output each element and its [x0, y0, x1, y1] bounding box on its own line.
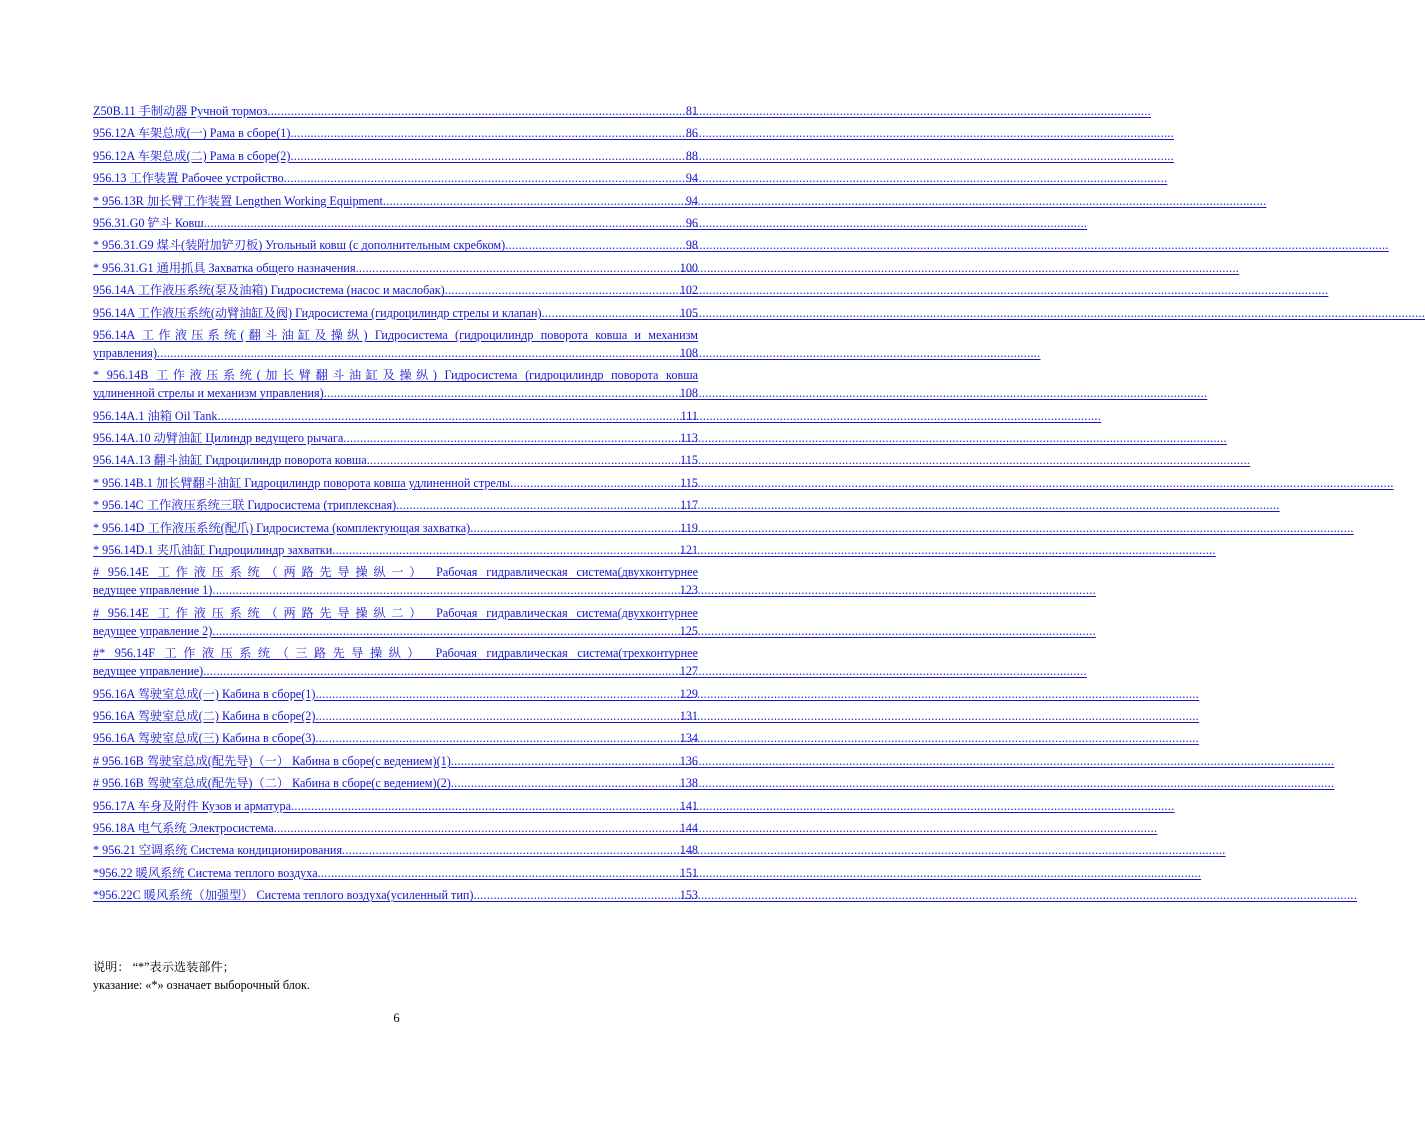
dot-leader [315, 729, 678, 747]
toc-entry-956-13r[interactable] [93, 192, 698, 210]
dot-leader [212, 622, 678, 640]
page-number: 6 [393, 1011, 400, 1025]
dot-leader [367, 451, 679, 469]
dot-leader [342, 841, 679, 859]
toc-entry-page: 127 [679, 664, 698, 679]
toc-entry-page: 96 [685, 215, 698, 230]
toc-entry-956-14e-1[interactable] [93, 563, 698, 599]
dot-leader [396, 496, 679, 514]
toc-entry-title: 956.16A 驾驶室总成(二) Кабина в сборе(2) [93, 708, 316, 723]
toc-entry-956-14a-bucket[interactable] [93, 326, 698, 362]
dot-leader [284, 169, 685, 187]
toc-entry-page: 125 [679, 623, 698, 638]
toc-entry-page: 100 [679, 260, 698, 275]
toc-entry-956-14a-pump[interactable] [93, 281, 698, 299]
toc-entry-title: 956.14A.13 翻斗油缸 Гидроцилиндр поворота ковша [93, 453, 367, 468]
toc-entry-page: 138 [679, 776, 698, 791]
toc-entry-title: 956.12A 车架总成(二) Рама в сборе(2) [93, 148, 291, 163]
toc-entry-title: 956.18A 电气系统 Электросистема [93, 820, 274, 835]
dot-leader [204, 214, 685, 232]
toc-entry-956-16b-2[interactable] [93, 774, 698, 792]
toc-entry-title: * 956.14D 工作液压系统(配爪) Гидросистема (комплектующая захватка) [93, 520, 471, 535]
toc-entry-page: 117 [680, 498, 698, 513]
dot-leader [290, 147, 684, 165]
dot-leader [451, 752, 679, 770]
toc-entry-title: *956.22C 暖风系统（加强型） Система теплого воздуха(усиленный тип) [93, 888, 474, 903]
toc-entry-z50b-11[interactable] [93, 102, 698, 120]
toc-entry-title: *956.22 暖风系统 Система теплого воздуха [93, 865, 318, 880]
dot-leader [157, 344, 679, 362]
toc-entry-title: * 956.21 空调系统 Система кондиционирования [93, 843, 343, 858]
toc-entry-title: 956.17A 车身及附件 Кузов и арматура [93, 798, 291, 813]
dot-leader [445, 281, 679, 299]
toc-entry-title: 956.14A 工作液压系统(泵及油箱) Гидросистема (насос и маслобак) [93, 283, 445, 298]
toc-entry-page: 119 [680, 520, 698, 535]
dot-leader [451, 774, 679, 792]
toc-entry-956-17a[interactable] [93, 797, 698, 815]
toc-entry-page: 115 [680, 475, 698, 490]
toc-entry-956-14a-boom[interactable] [93, 304, 698, 322]
dot-leader [267, 102, 684, 120]
toc-entry-title-line2: удлиненной стрелы и механизм управления) [93, 386, 324, 401]
toc-entry-956-12a-1[interactable] [93, 124, 698, 142]
toc-entry-956-14a-10[interactable] [93, 429, 698, 447]
toc-entry-title: * 956.31.G9 煤斗(装附加铲刃板) Угольный ковш (с дополнительным скребком) [93, 238, 506, 253]
toc-entry-title-line1: # 956.14E 工作液压系统（两路先导操纵二） Рабочая гидравлическая система(двухконтурнее [93, 605, 698, 620]
toc-entry-956-16a-1[interactable] [93, 685, 698, 703]
toc-entry-page: 111 [680, 408, 698, 423]
dot-leader [274, 819, 679, 837]
toc-entry-956-12a-2[interactable] [93, 147, 698, 165]
toc-entry-title: 956.14A.1 油箱 Oil Tank [93, 408, 218, 423]
toc-entry-956-14d[interactable] [93, 519, 698, 537]
toc-entry-title-line2: ведущее управление 1) [93, 583, 213, 598]
toc-entry-956-22c[interactable] [93, 886, 698, 904]
dot-leader [290, 124, 684, 142]
toc-entry-956-16b-1[interactable] [93, 752, 698, 770]
toc-entry-page: 131 [679, 708, 698, 723]
toc-entry-956-18a[interactable] [93, 819, 698, 837]
note-russian: указание: «*» означает выборочный блок. [93, 978, 310, 992]
toc-entry-title: 956.31.G0 铲斗 Ковш [93, 215, 204, 230]
toc-entry-956-14b[interactable] [93, 366, 698, 402]
legend-note [93, 958, 310, 994]
toc-entry-956-14c[interactable] [93, 496, 698, 514]
dot-leader [315, 707, 678, 725]
toc-entry-title-line1: * 956.14B 工作液压系统(加长臂翻斗油缸及操纵) Гидросистема (гидроцилиндр поворота ковша [93, 368, 698, 383]
toc-entry-page: 136 [679, 753, 698, 768]
toc-entry-title: # 956.16B 驾驶室总成(配先导)（一） Кабина в сборе(с ведением)(1) [93, 753, 451, 768]
toc-entry-title: # 956.16B 驾驶室总成(配先导)（二） Кабина в сборе(с ведением)(2) [93, 776, 451, 791]
dot-leader [332, 541, 678, 559]
toc-entry-page: 98 [685, 238, 698, 253]
toc-entry-956-31-g0[interactable] [93, 214, 698, 232]
toc-entry-page: 144 [679, 820, 698, 835]
toc-entry-title: 956.14A.10 动臂油缸 Цилиндр ведущего рычага [93, 431, 344, 446]
toc-entry-page: 151 [679, 865, 698, 880]
toc-entry-956-16a-2[interactable] [93, 707, 698, 725]
dot-leader [318, 864, 679, 882]
toc-entry-page: 102 [679, 283, 698, 298]
toc-entry-title-line2: ведущее управление 2) [93, 623, 213, 638]
toc-entry-title: * 956.14B.1 加长臂翻斗油缸 Гидроцилиндр поворота ковша удлиненной стрелы [93, 475, 511, 490]
toc-entry-page: 123 [679, 583, 698, 598]
toc-entry-956-14b-1[interactable] [93, 474, 698, 492]
dot-leader [542, 304, 679, 322]
toc-entry-page: 86 [685, 126, 698, 141]
toc-entry-page: 108 [679, 345, 698, 360]
dot-leader [356, 259, 679, 277]
toc-entry-title: * 956.13R 加长臂工作装置 Lengthen Working Equipment [93, 193, 383, 208]
toc-entry-956-14f[interactable] [93, 644, 698, 680]
dot-leader [473, 886, 678, 904]
dot-leader [218, 407, 680, 425]
toc-entry-956-21[interactable] [93, 841, 698, 859]
dot-leader [315, 685, 678, 703]
toc-entry-956-14d-1[interactable] [93, 541, 698, 559]
dot-leader [324, 384, 679, 402]
note-chinese: 说明： “*”表示选装部件； [93, 960, 235, 974]
toc-entry-page: 105 [679, 305, 698, 320]
toc-entry-956-22[interactable] [93, 864, 698, 882]
table-of-contents [93, 102, 698, 909]
toc-entry-title-line1: #* 956.14F 工作液压系统（三路先导操纵） Рабочая гидравлическая система(трехконтурнее [93, 646, 698, 661]
dot-leader [291, 797, 679, 815]
toc-entry-page: 121 [679, 543, 698, 558]
toc-entry-page: 153 [679, 888, 698, 903]
toc-entry-title: 956.16A 驾驶室总成(一) Кабина в сборе(1) [93, 686, 316, 701]
toc-entry-title: * 956.14C 工作液压系统三联 Гидросистема (триплексная) [93, 498, 397, 513]
toc-entry-title: 956.14A 工作液压系统(动臂油缸及阀) Гидросистема (гидроцилиндр стрелы и клапан) [93, 305, 542, 320]
dot-leader [383, 192, 685, 210]
dot-leader [505, 236, 685, 254]
toc-entry-page: 141 [679, 798, 698, 813]
toc-entry-title-line2: ведущее управление) [93, 664, 204, 679]
toc-entry-956-31-g9[interactable] [93, 236, 698, 254]
dot-leader [212, 581, 678, 599]
toc-entry-title: 956.12A 车架总成(一) Рама в сборе(1) [93, 126, 291, 141]
toc-entry-title: * 956.31.G1 通用抓具 Захватка общего назначения [93, 260, 356, 275]
dot-leader [343, 429, 679, 447]
toc-entry-956-14e-2[interactable] [93, 604, 698, 640]
toc-entry-page: 94 [685, 193, 698, 208]
toc-entry-title: 956.16A 驾驶室总成(三) Кабина в сборе(3) [93, 731, 316, 746]
toc-entry-page: 115 [680, 453, 698, 468]
toc-entry-956-31-g1[interactable] [93, 259, 698, 277]
toc-entry-page: 134 [679, 731, 698, 746]
toc-entry-title: 956.13 工作装置 Рабочее устройство [93, 171, 284, 186]
toc-entry-956-14a-1[interactable] [93, 407, 698, 425]
toc-entry-title-line2: управления) [93, 345, 157, 360]
toc-entry-page: 113 [680, 431, 698, 446]
toc-entry-956-14a-13[interactable] [93, 451, 698, 469]
dot-leader [470, 519, 679, 537]
toc-entry-title: * 956.14D.1 夹爪油缸 Гидроцилиндр захватки [93, 543, 333, 558]
toc-entry-page: 148 [679, 843, 698, 858]
dot-leader [203, 662, 679, 680]
toc-entry-956-13[interactable] [93, 169, 698, 187]
toc-entry-title-line1: 956.14A 工作液压系统(翻斗油缸及操纵) Гидросистема (гидроцилиндр поворота ковша и механизм [93, 327, 698, 342]
toc-entry-956-16a-3[interactable] [93, 729, 698, 747]
toc-entry-page: 81 [685, 104, 698, 118]
toc-entry-title: Z50B.11 手制动器 Ручной тормоз [93, 104, 268, 118]
dot-leader [510, 474, 679, 492]
toc-entry-page: 108 [679, 386, 698, 401]
toc-entry-title-line1: # 956.14E 工作液压系统（两路先导操纵一） Рабочая гидравлическая система(двухконтурнее [93, 565, 698, 580]
toc-entry-page: 129 [679, 686, 698, 701]
toc-entry-page: 88 [685, 148, 698, 163]
toc-entry-page: 94 [685, 171, 698, 186]
